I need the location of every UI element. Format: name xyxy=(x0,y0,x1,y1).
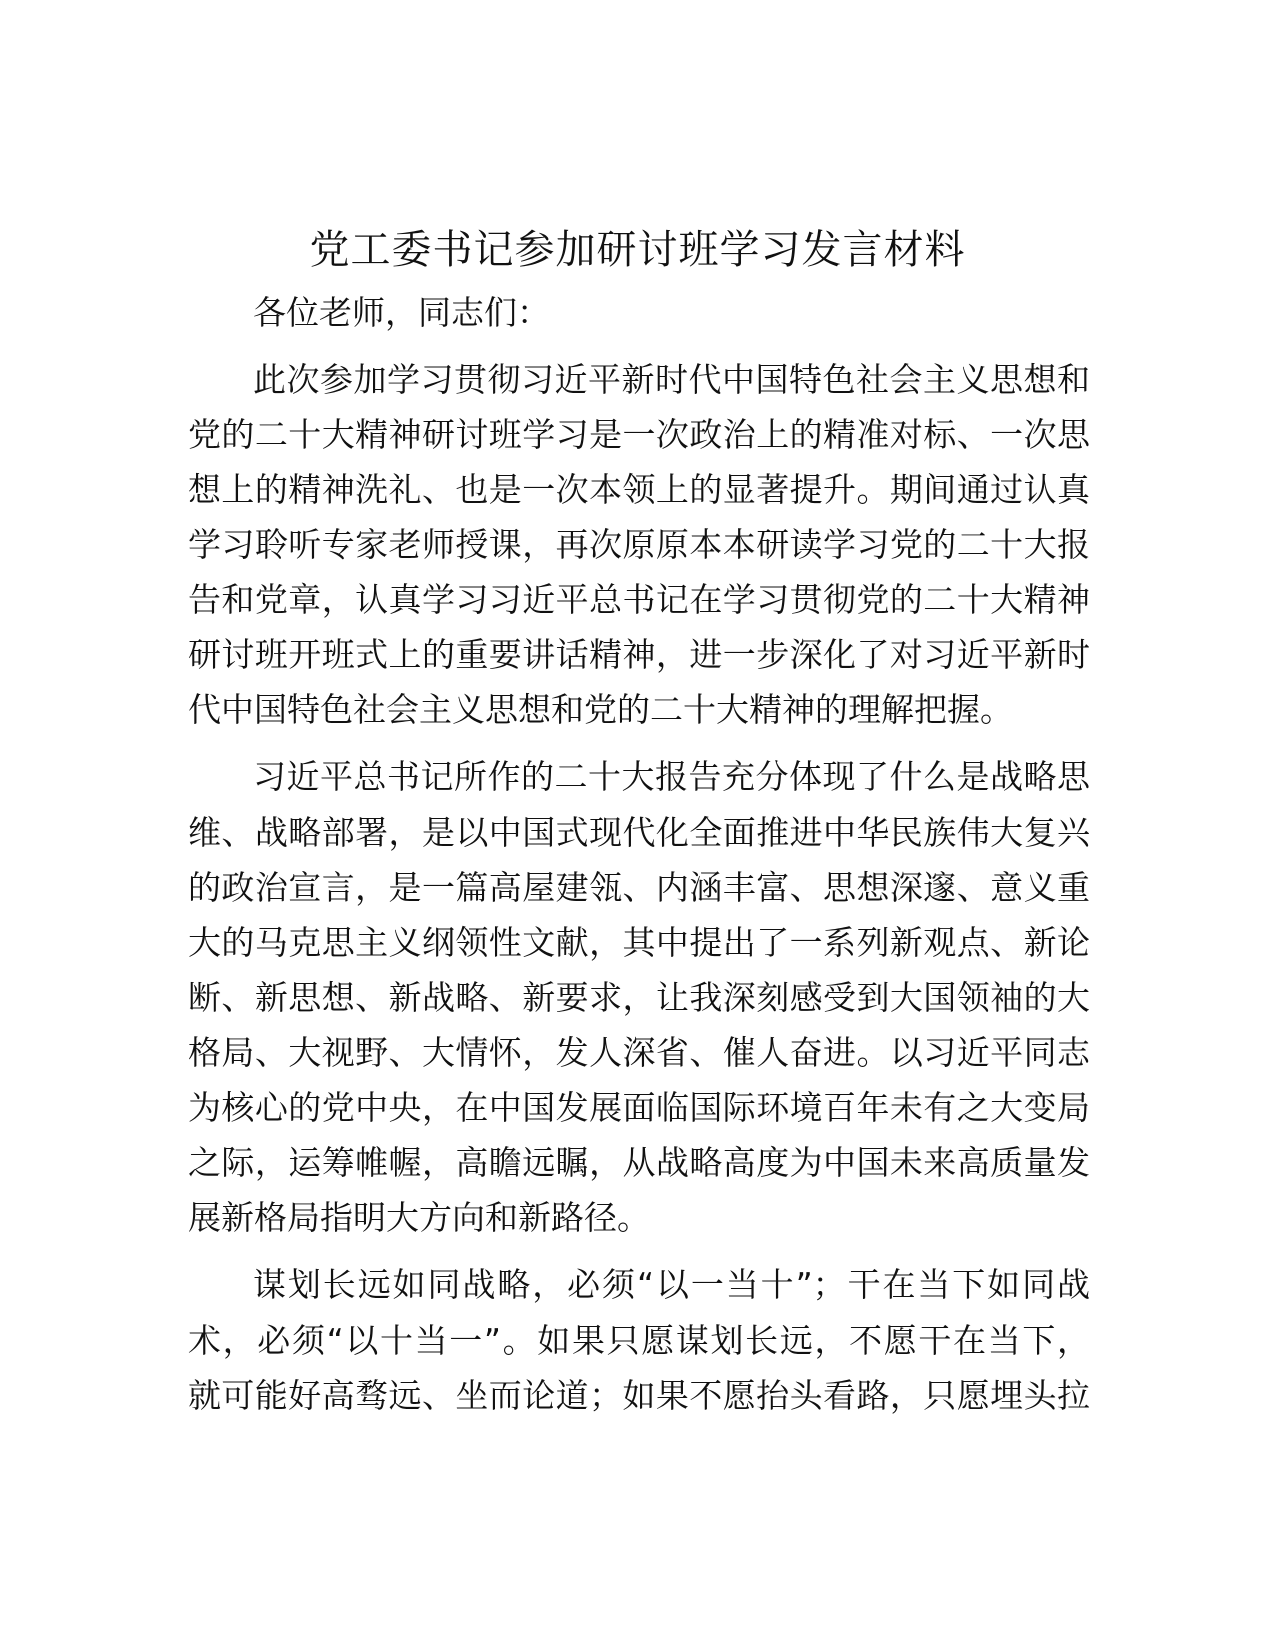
paragraph-2-line-6: 格局、大视野、大情怀，发人深省、催人奋进。以习近平同志 xyxy=(188,1033,1090,1072)
paragraph-2-line-9: 展新格局指明大方向和新路径。 xyxy=(188,1198,650,1237)
paragraph-1-line-2: 党的二十大精神研讨班学习是一次政治上的精准对标、一次思 xyxy=(188,415,1090,454)
paragraph-3-line-2: 术，必须“以十当一”。如果只愿谋划长远，不愿干在当下， xyxy=(188,1321,1090,1360)
paragraph-3-line-1: 谋划长远如同战略，必须“以一当十”；干在当下如同战 xyxy=(253,1265,1090,1304)
paragraph-3-line-3: 就可能好高骛远、坐而论道；如果不愿抬头看路，只愿埋头拉 xyxy=(188,1376,1090,1415)
salutation: 各位老师，同志们： xyxy=(253,293,550,332)
paragraph-1-line-3: 想上的精神洗礼、也是一次本领上的显著提升。期间通过认真 xyxy=(188,470,1090,509)
paragraph-1-line-1: 此次参加学习贯彻习近平新时代中国特色社会主义思想和 xyxy=(253,360,1090,399)
paragraph-2-line-7: 为核心的党中央，在中国发展面临国际环境百年未有之大变局 xyxy=(188,1088,1090,1127)
paragraph-2-line-2: 维、战略部署，是以中国式现代化全面推进中华民族伟大复兴 xyxy=(188,813,1090,852)
paragraph-2-line-3: 的政治宣言，是一篇高屋建瓴、内涵丰富、思想深邃、意义重 xyxy=(188,868,1090,907)
paragraph-2-line-4: 大的马克思主义纲领性文献，其中提出了一系列新观点、新论 xyxy=(188,923,1090,962)
paragraph-1-line-7: 代中国特色社会主义思想和党的二十大精神的理解把握。 xyxy=(188,690,1013,729)
paragraph-1-line-4: 学习聆听专家老师授课，再次原原本本研读学习党的二十大报 xyxy=(188,525,1090,564)
document-title: 党工委书记参加研讨班学习发言材料 xyxy=(309,227,966,273)
paragraph-2-line-8: 之际，运筹帷幄，高瞻远瞩，从战略高度为中国未来高质量发 xyxy=(188,1143,1090,1182)
paragraph-2-line-1: 习近平总书记所作的二十大报告充分体现了什么是战略思 xyxy=(253,757,1090,796)
paragraph-1-line-5: 告和党章，认真学习习近平总书记在学习贯彻党的二十大精神 xyxy=(188,580,1090,619)
paragraph-1-line-6: 研讨班开班式上的重要讲话精神，进一步深化了对习近平新时 xyxy=(188,635,1090,674)
paragraph-2-line-5: 断、新思想、新战略、新要求，让我深刻感受到大国领袖的大 xyxy=(188,978,1090,1017)
